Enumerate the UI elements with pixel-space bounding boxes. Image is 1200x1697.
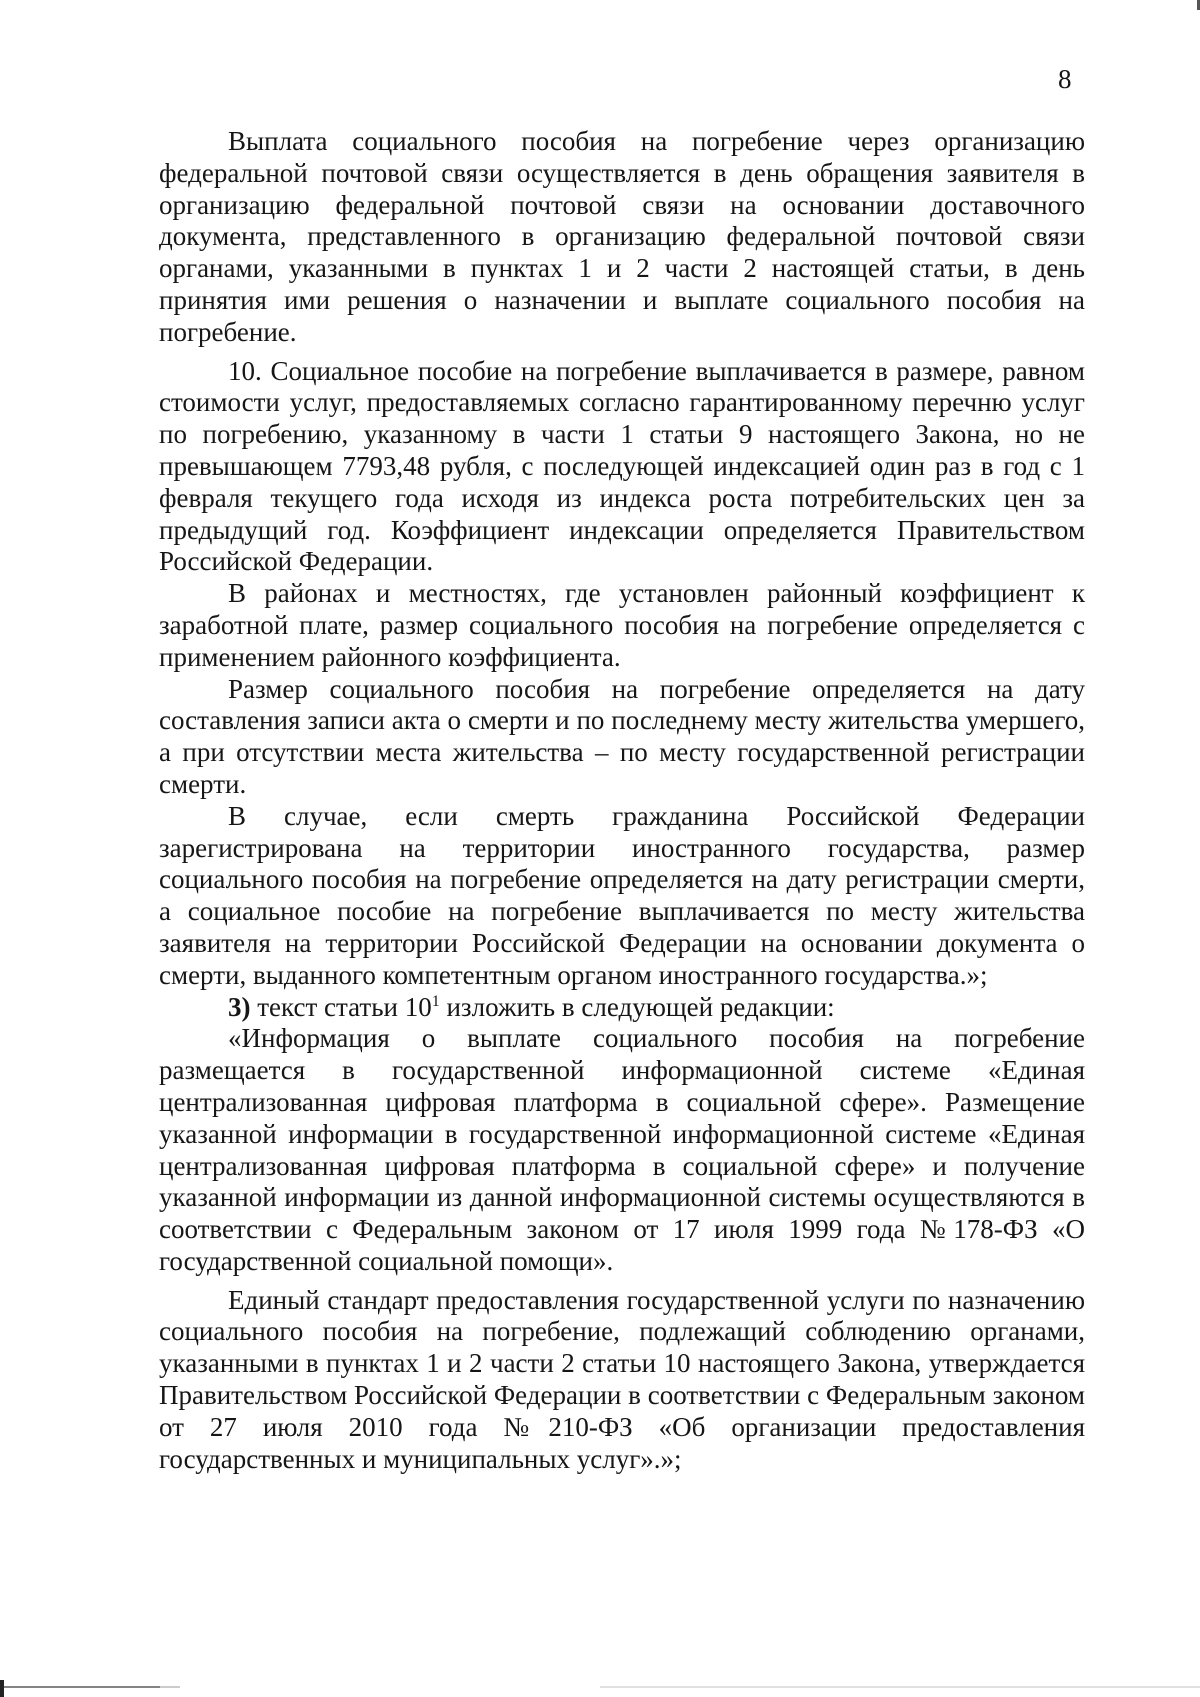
- document-body: [159, 126, 1085, 1475]
- paragraph-regional-coefficient: В районах и местностях, где установлен районный коэффициент к заработной плате, размер социального пособия на погребение определяется с применением районного коэффициента.: [159, 578, 1085, 672]
- paragraph-postal-payment: Выплата социального пособия на погребение через организацию федеральной почтовой связи осуществляется в день обращения заявителя в организацию федеральной почтовой связи на основании доставочного документа, представленного в организацию федеральной почтовой связи органами, указанными в пунктах 1 и 2 части 2 настоящей статьи, в день принятия ими решения о назначении и выплате социального пособия на погребение.: [159, 126, 1085, 347]
- paragraph-unified-standard: Единый стандарт предоставления государственной услуги по назначению социального пособия на погребение, подлежащий соблюдению органами, указанными в пунктах 1 и 2 части 2 статьи 10 настоящего Закона, утверждается Правительством Российской Федерации в соответствии с Федеральным законом от 27 июля 2010 года №210-ФЗ «Об организации предоставления государственных и муниципальных услуг».»;: [159, 1284, 1085, 1474]
- paragraph-information-placement: «Информация о выплате социального пособия на погребение размещается в государственной информационной системе «Единая централизованная цифровая платформа в социальной сфере». Размещение указанной информации в государственной информационной системе «Единая централизованная цифровая платформа в социальной сфере» и получение указанной информации из данной информационной системы осуществляются в соответствии с Федеральным законом от 17 июля 1999 года №178-ФЗ «О государственной социальной помощи».: [159, 1023, 1085, 1276]
- paragraph-foreign-registration: В случае, если смерть гражданина Российской Федерации зарегистрирована на территории иностранного государства, размер социального пособия на погребение определяется на дату регистрации смерти, а социальное пособие на погребение выплачивается по месту жительства заявителя на территории Российской Федерации на основании документа о смерти, выданного компетентным органом иностранного государства.»;: [159, 800, 1085, 990]
- paragraph-benefit-date: Размер социального пособия на погребение определяется на дату составления записи акта о смерти и по последнему месту жительства умершего, а при отсутствии места жительства – по месту государственной регистрации смерти.: [159, 673, 1085, 799]
- scan-bottom-line: [0, 1686, 1200, 1688]
- paragraph-10-benefit-amount: 10. Социальное пособие на погребение выплачивается в размере, равном стоимости услуг, предоставляемых согласно гарантированному перечню услуг по погребению, указанному в части 1 статьи 9 настоящего Закона, но не превышающем 7793,48 рубля, с последующей индексацией один раз в год с 1 февраля текущего года исходя из индекса роста потребительских цен за предыдущий год. Коэффициент индексации определяется Правительством Российской Федерации.: [159, 355, 1085, 577]
- item-3-amendment: [159, 992, 1085, 1024]
- page-number: 8: [1058, 64, 1072, 94]
- item-number: 3): [228, 991, 251, 1022]
- item-text-after: изложить в следующей редакции:: [439, 991, 835, 1022]
- article-superscript: 1: [431, 992, 440, 1010]
- item-text-before: текст статьи 10: [250, 991, 432, 1022]
- scan-artifact-edge: [0, 1680, 4, 1697]
